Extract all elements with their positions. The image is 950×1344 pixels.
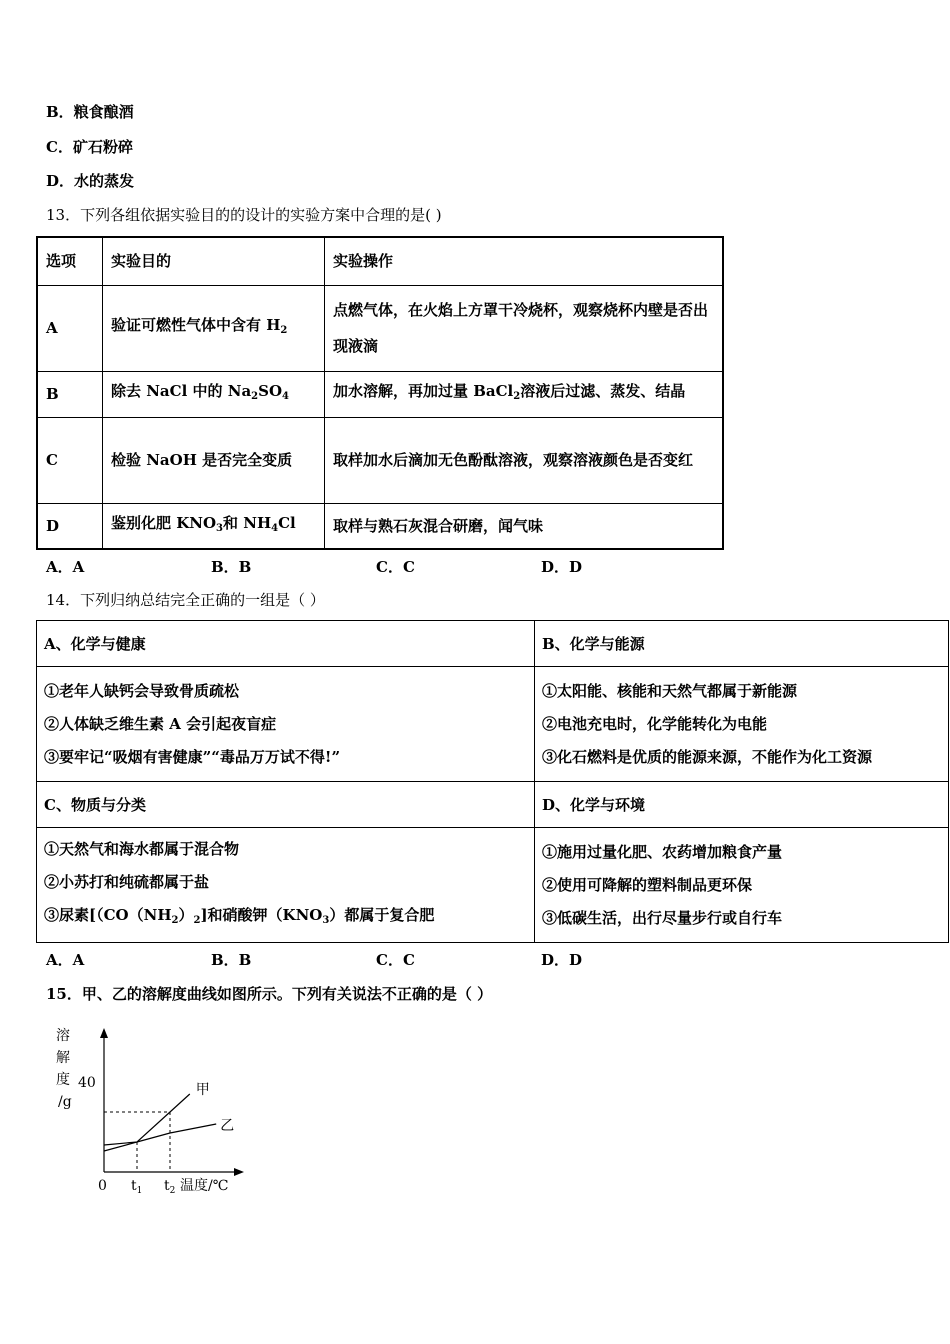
solubility-chart bbox=[50, 1022, 260, 1202]
list-item: ②电池充电时，化学能转化为电能 bbox=[542, 714, 768, 733]
q13-header-operation: 实验操作 bbox=[325, 237, 724, 285]
q13-choice-d[interactable]: D．D bbox=[541, 558, 583, 576]
list-item: ③尿素[$(CO(NH_2)_2]$和硝酸钾$(KNO_3)$都属于复合肥 bbox=[44, 906, 435, 926]
list-item: ①太阳能、核能和天然气都属于新能源 bbox=[542, 681, 798, 700]
x-axis-arrow bbox=[234, 1168, 244, 1176]
q13-row-a-operation: 点燃气体，在火焰上方罩干冷烧杯，观察烧杯内壁是否出现液滴 bbox=[325, 285, 724, 371]
q15-stem: 15．甲、乙的溶解度曲线如图所示。下列有关说法不正确的是（ ） bbox=[46, 985, 493, 1003]
y-tick-label: 40 bbox=[78, 1075, 96, 1091]
series-label-jia: 甲 bbox=[195, 1082, 210, 1098]
q14-b-title: B、化学与能源 bbox=[535, 621, 949, 667]
list-item: ③要牢记“吸烟有害健康”“毒品万万试不得!” bbox=[44, 747, 341, 766]
q14-table bbox=[36, 620, 949, 943]
q13-row-c-operation: 取样加水后滴加无色酚酞溶液，观察溶液颜色是否变红 bbox=[325, 417, 724, 503]
q14-c-items bbox=[37, 828, 535, 943]
table-row bbox=[37, 503, 723, 549]
list-item: ①天然气和海水都属于混合物 bbox=[44, 840, 240, 858]
q14-a-title: A、化学与健康 bbox=[37, 621, 535, 667]
q14-choice-d[interactable]: D．D bbox=[541, 951, 583, 969]
list-item: ③低碳生活，出行尽量步行或自行车 bbox=[542, 908, 783, 927]
y-label-char: 度 bbox=[56, 1072, 70, 1088]
q13-table bbox=[36, 236, 724, 550]
q14-choice-b[interactable]: B．B bbox=[211, 951, 252, 969]
q13-stem: 13．下列各组依据实验目的的设计的实验方案中合理的是( ) bbox=[46, 206, 442, 224]
q13-choice-c[interactable]: C．C bbox=[376, 558, 415, 576]
series-label-yi: 乙 bbox=[220, 1118, 235, 1134]
origin-label: 0 bbox=[98, 1178, 107, 1194]
q13-choice-b[interactable]: B．B bbox=[211, 558, 252, 576]
list-item: ①老年人缺钙会导致骨质疏松 bbox=[44, 681, 240, 700]
q14-c-title: C、物质与分类 bbox=[37, 782, 535, 828]
q13-row-a-purpose: 验证可燃性气体中含有 $H_2$ bbox=[103, 285, 325, 371]
q13-header-purpose: 实验目的 bbox=[103, 237, 325, 285]
list-item: ①施用过量化肥、农药增加粮食产量 bbox=[542, 842, 783, 861]
list-item: ②小苏打和纯硫都属于盐 bbox=[44, 873, 210, 891]
q14-stem: 14．下列归纳总结完全正确的一组是（ ） bbox=[46, 591, 325, 609]
q12-option-d: D．水的蒸发 bbox=[46, 172, 135, 190]
list-item: ②使用可降解的塑料制品更环保 bbox=[542, 875, 753, 894]
q13-row-b-option: B bbox=[37, 371, 103, 417]
series-line-yi bbox=[104, 1124, 216, 1145]
q13-row-d-purpose: 鉴别化肥 $KNO_3$和 $NH_4Cl$ bbox=[103, 503, 325, 549]
table-row bbox=[37, 285, 723, 371]
q13-choice-a[interactable]: A．A bbox=[46, 558, 85, 576]
series-line-jia bbox=[104, 1094, 190, 1151]
table-row bbox=[37, 371, 723, 417]
q13-row-b-operation: 加水溶解，再加过量 BaCl$_2$溶液后过滤、蒸发、结晶 bbox=[325, 371, 724, 417]
x-tick-label: $t_1$ bbox=[131, 1178, 143, 1196]
q14-a-items bbox=[37, 667, 535, 782]
q14-choices bbox=[46, 949, 706, 970]
q14-d-title: D、化学与环境 bbox=[535, 782, 949, 828]
y-axis-arrow bbox=[100, 1028, 108, 1038]
q13-row-c-option: C bbox=[37, 417, 103, 503]
list-item: ③化石燃料是优质的能源来源，不能作为化工资源 bbox=[542, 747, 873, 766]
x-tick-label: $t_2$ bbox=[164, 1178, 176, 1196]
q14-b-items bbox=[535, 667, 949, 782]
q14-choice-c[interactable]: C．C bbox=[376, 951, 415, 969]
q12-option-c: C．矿石粉碎 bbox=[46, 138, 133, 156]
list-item: ②人体缺乏维生素 A 会引起夜盲症 bbox=[44, 714, 277, 733]
y-label-char: /g bbox=[58, 1094, 72, 1110]
q13-row-b-purpose: 除去 NaCl 中的 $Na_2SO_4$ bbox=[103, 371, 325, 417]
y-label-char: 解 bbox=[56, 1050, 70, 1066]
q12-option-b: B．粮食酿酒 bbox=[46, 103, 134, 121]
y-label-char: 溶 bbox=[56, 1028, 70, 1044]
q14-d-items bbox=[535, 828, 949, 943]
q13-choices bbox=[46, 556, 706, 577]
q14-choice-a[interactable]: A．A bbox=[46, 951, 85, 969]
x-axis-label: 温度/℃ bbox=[180, 1178, 229, 1194]
q13-header-option: 选项 bbox=[37, 237, 103, 285]
q13-row-c-purpose: 检验 NaOH 是否完全变质 bbox=[103, 417, 325, 503]
y-label bbox=[56, 1027, 72, 1110]
q13-row-d-option: D bbox=[37, 503, 103, 549]
q13-row-a-option: A bbox=[37, 285, 103, 371]
table-row bbox=[37, 417, 723, 503]
q13-row-d-operation: 取样与熟石灰混合研磨，闻气味 bbox=[325, 503, 724, 549]
